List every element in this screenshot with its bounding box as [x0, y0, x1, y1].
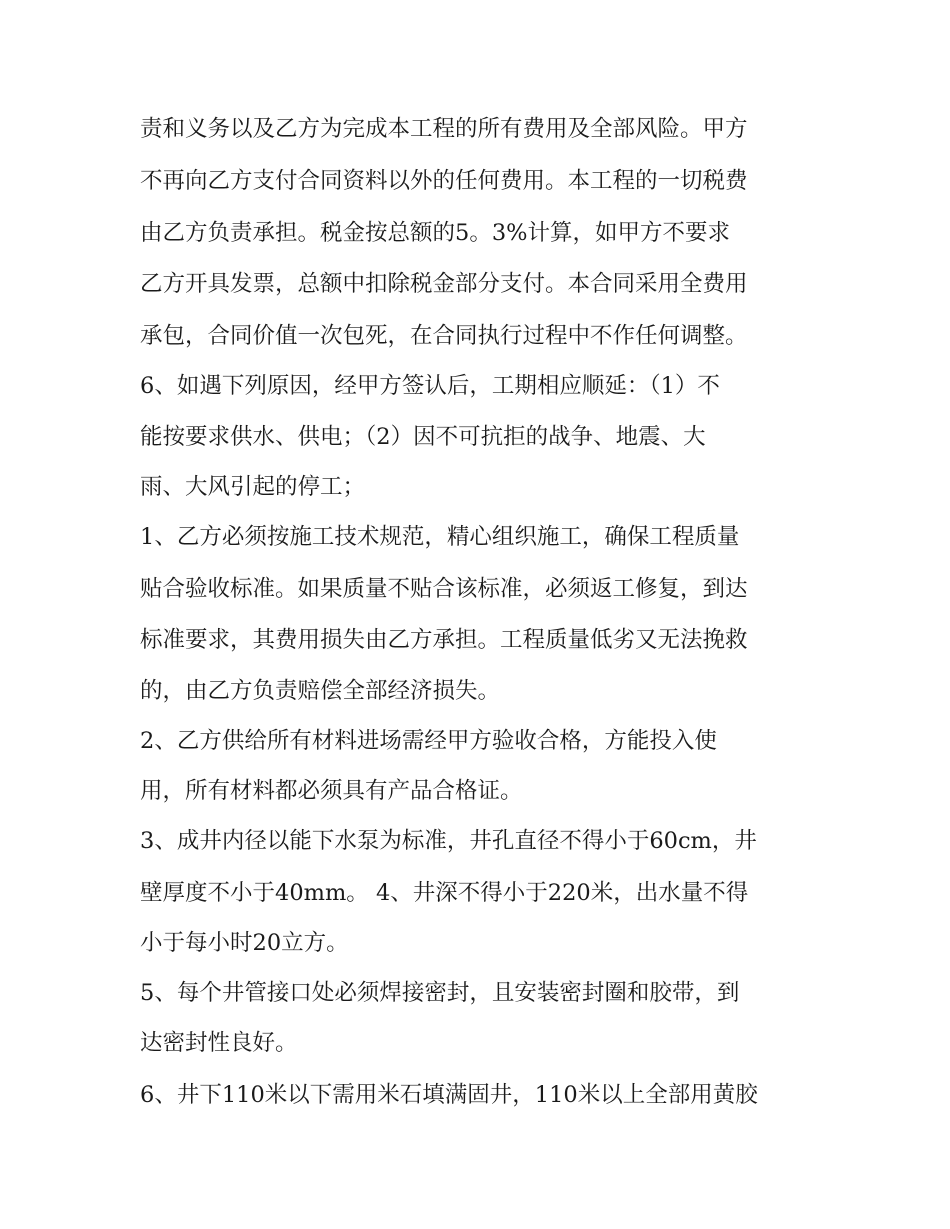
text-line: 责和义务以及乙方为完成本工程的所有费用及全部风险。甲方	[140, 116, 748, 142]
text-line: 贴合验收标准。如果质量不贴合该标准，必须返工修复，到达	[140, 576, 748, 602]
text-line: 6、井下110米以下需用米石填满固井，110米以上全部用黄胶	[140, 1082, 758, 1108]
text-line: 壁厚度不小于40mm。 4、井深不得小于220米，出水量不得	[140, 880, 749, 906]
text-line: 3、成井内径以能下水泵为标准，井孔直径不得小于60cm，井	[140, 828, 757, 854]
text-line: 达密封性良好。	[140, 1030, 298, 1056]
text-line: 的，由乙方负责赔偿全部经济损失。	[140, 678, 501, 704]
text-line: 用，所有材料都必须具有产品合格证。	[140, 778, 523, 804]
text-line: 承包，合同价值一次包死，在合同执行过程中不作任何调整。	[140, 323, 748, 349]
text-line: 5、每个井管接口处必须焊接密封，且安装密封圈和胶带，到	[140, 980, 740, 1006]
text-line: 能按要求供水、供电；（2）因不可抗拒的战争、地震、大	[140, 424, 706, 450]
text-line: 6、如遇下列原因，经甲方签认后，工期相应顺延：（1）不	[140, 373, 720, 399]
text-line: 小于每小时20立方。	[140, 930, 349, 956]
text-line: 雨、大风引起的停工；	[140, 474, 366, 500]
text-line: 乙方开具发票，总额中扣除税金部分支付。本合同采用全费用	[140, 271, 748, 297]
text-line: 标准要求，其费用损失由乙方承担。工程质量低劣又无法挽救	[140, 627, 748, 653]
text-line: 1、乙方必须按施工技术规范，精心组织施工，确保工程质量	[140, 524, 740, 550]
text-line: 2、乙方供给所有材料进场需经甲方验收合格，方能投入使	[140, 728, 717, 754]
text-line: 不再向乙方支付合同资料以外的任何费用。本工程的一切税费	[140, 168, 748, 194]
text-line: 由乙方负责承担。税金按总额的5。3%计算，如甲方不要求	[140, 220, 731, 246]
